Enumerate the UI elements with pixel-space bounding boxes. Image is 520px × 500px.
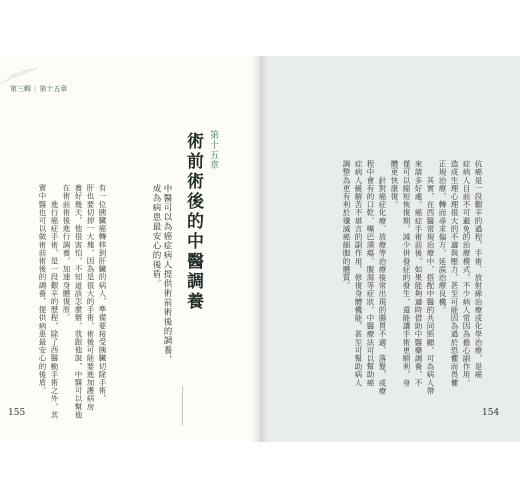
right-page [260,56,520,442]
running-head-part: 第三輯 [10,85,31,93]
book-gutter [252,56,268,442]
right-page-number: 154 [482,408,500,418]
chapter-title: 術前術後的中醫調養 [183,132,203,312]
running-head [10,84,67,94]
chapter-label: 第十五章 [208,130,218,170]
left-page-body-text: 有一位胰臟癌轉移到肝臟的病人，準備要接受胰臟切除手術， 肝也要切掉一大塊，因為是很大的手術，術後可能要進加護病房 養好幾天，他很害怕，不知道該怎麼辦，我跟他說，中醫可以幫他 在術前術後進行調養，加速身體復原。 進行癌症手術，是一段艱辛的歷程，除了西醫動手術之外，其 實中醫也可以做術前術後的調養，提供病患最安心的後盾。 [38,184,107,419]
left-page [0,56,260,442]
left-page-number: 155 [8,408,26,418]
running-head-separator: | [34,85,37,93]
right-page-body-text: 抗癌是一段艱辛的過程，手術、放射線治療或化學治療，是癌 症病人目前不可避免的治療模式，不少病人常因為擔心副作用， 造成生理心理很大的不適與壓力，甚至可能因為過於恐懼而畏懼 正規治療，轉而尋求偏方，延誤治療良機。 其實，在西醫常規治療中，搭配中醫的共同照顧，可為病人帶 來諸多好處。癌症手術前後，如果能夠適時借助中醫藥調養，不 僅可以縮短恢復期，減少併發症的發生，還能讓手術更順利，身 體更快康復。 針對癌症化療、放療等治療後常出現的腸胃不適、落髮，或療 程中會有的口乾、嘴巴潰瘍、腹瀉等症狀，中醫療法可以幫助癌 症病人緩解苦不堪言的副作用，修復身體機能，甚至可幫助病人 調整為更有利於殲滅癌細胞的體質。 [342,160,483,395]
chapter-subtitle: 中醫可以為癌症病人提供術前術後的調養， 成為病患最安心的後盾。 [151,184,172,365]
book-spread [0,56,520,442]
page-divider-rule [182,386,183,426]
running-head-chapter: 第十五章 [39,85,68,93]
